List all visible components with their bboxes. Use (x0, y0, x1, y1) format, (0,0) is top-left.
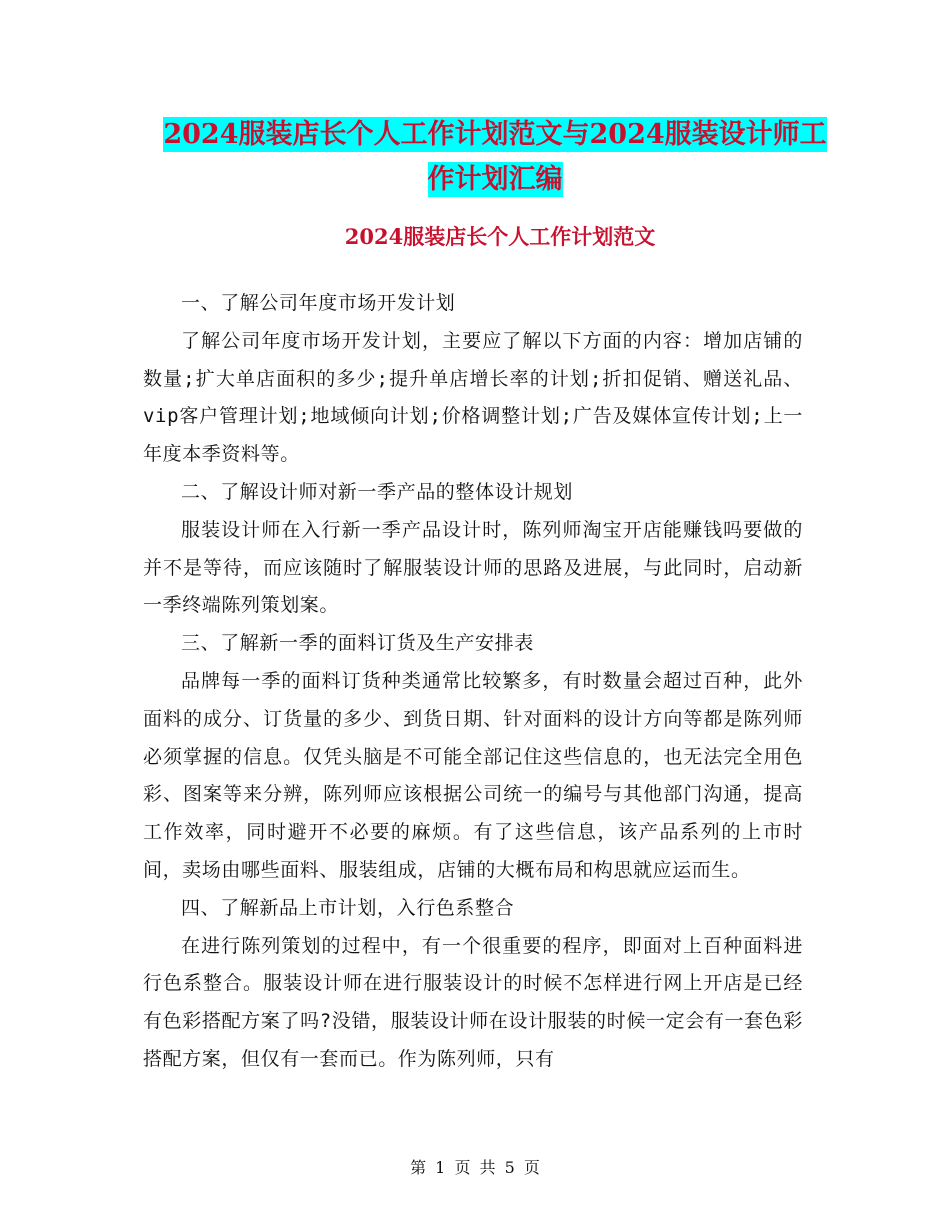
heading-3: 三、了解新一季的面料订货及生产安排表 (181, 632, 534, 655)
paragraph-3: 品牌每一季的面料订货种类通常比较繁多，有时数量会超过百种，此外面料的成分、订货量的多少、到货日期、针对面料的设计方向等都是陈列师必须掌握的信息。仅凭头脑是不可能全部记住这些信息的，也无法完全用色彩、图案等来分辨，陈列师应该根据公司统一的编号与其他部门沟通，提高工作效率，同时避开不必要的麻烦。有了这些信息，该产品系列的上市时间，卖场由哪些面料、服装组成，店铺的大概布局和构思就应运而生。 (143, 669, 803, 881)
document-body (143, 285, 803, 1079)
section-title: 2024服装店长个人工作计划范文 (344, 224, 656, 249)
document-title-line-1: 2024服装店长个人工作计划范文与2024服装设计师工 (163, 119, 827, 150)
document-title-line-2: 作计划汇编 (427, 164, 563, 195)
paragraph-2: 服装设计师在入行新一季产品设计时，陈列师淘宝开店能赚钱吗要做的并不是等待，而应该随时了解服装设计师的思路及进展，与此同时，启动新一季终端陈列策划案。 (143, 518, 803, 617)
page-footer: 第 1 页 共 5 页 (410, 1158, 540, 1177)
paragraph-1: 了解公司年度市场开发计划，主要应了解以下方面的内容：增加店铺的数量;扩大单店面积的多少;提升单店增长率的计划;折扣促销、赠送礼品、vip客户管理计划;地域倾向计划;价格调整计划;广告及媒体宣传计划;上一年度本季资料等。 (143, 329, 803, 466)
document-title (140, 112, 850, 202)
heading-4: 四、了解新品上市计划，入行色系整合 (181, 896, 515, 919)
heading-2: 二、了解设计师对新一季产品的整体设计规划 (181, 480, 574, 503)
heading-1: 一、了解公司年度市场开发计划 (181, 292, 456, 314)
paragraph-4: 在进行陈列策划的过程中，有一个很重要的程序，即面对上百种面料进行色系整合。服装设计师在进行服装设计的时候不怎样进行网上开店是已经有色彩搭配方案了吗?没错，服装设计师在设计服装的时候一定会有一套色彩搭配方案，但仅有一套而已。作为陈列师，只有 (143, 934, 803, 1070)
